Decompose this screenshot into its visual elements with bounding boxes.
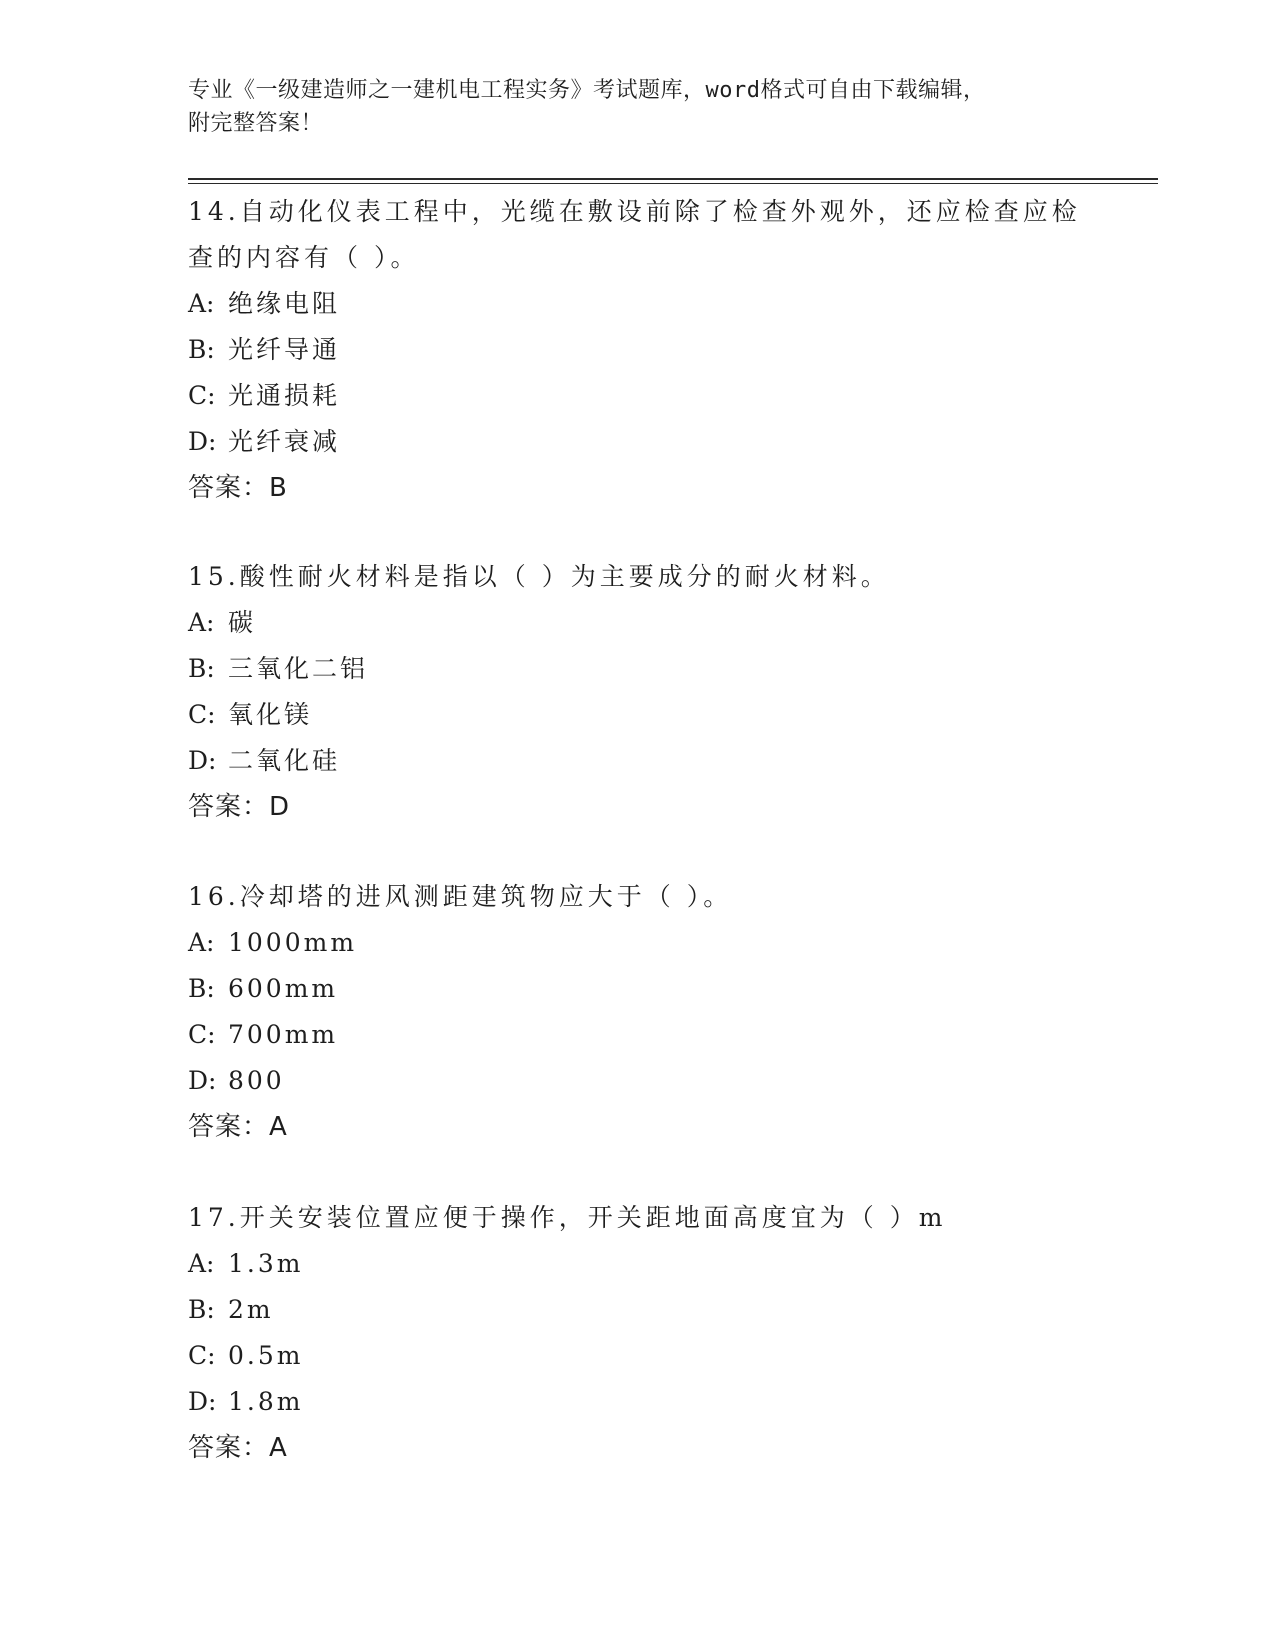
option-letter: A: <box>188 608 215 637</box>
question-text <box>188 189 1088 281</box>
question-body: 开关安装位置应便于操作，开关距地面高度宜为（ ）m <box>239 1203 947 1232</box>
option-text: 1.3m <box>228 1249 304 1278</box>
header-line-1: 专业《一级建造师之一建机电工程实务》考试题库，word格式可自由下载编辑， <box>188 78 986 103</box>
option-letter: A: <box>188 928 215 957</box>
option-text: 光通损耗 <box>228 381 341 410</box>
option-text: 二氧化硅 <box>228 746 341 775</box>
header-line-2: 附完整答案！ <box>188 111 324 136</box>
answer-line: 答案：A <box>188 1112 288 1142</box>
option-letter: A: <box>188 289 215 318</box>
question-number: 16. <box>188 882 240 911</box>
option-c <box>188 692 1088 738</box>
question-body: 冷却塔的进风测距建筑物应大于（ ）。 <box>239 882 733 911</box>
option-text: 1.8m <box>228 1387 304 1416</box>
answer-line: 答案：D <box>188 792 291 822</box>
option-text: 600mm <box>228 974 339 1003</box>
option-a <box>188 920 1088 966</box>
option-letter: C: <box>188 381 216 410</box>
option-b <box>188 966 1088 1012</box>
answer-line: 答案：A <box>188 1433 288 1463</box>
question-15 <box>188 554 1088 830</box>
option-text: 光纤导通 <box>228 335 341 364</box>
option-letter: B: <box>188 654 215 683</box>
option-text: 碳 <box>228 608 257 637</box>
option-a <box>188 1241 1088 1287</box>
question-16 <box>188 874 1088 1150</box>
header-divider-thin <box>188 183 1158 184</box>
option-letter: D: <box>188 746 217 775</box>
option-letter: D: <box>188 427 217 456</box>
question-14 <box>188 189 1088 511</box>
option-c <box>188 373 1088 419</box>
document-header <box>188 74 1088 140</box>
question-17 <box>188 1195 1088 1471</box>
option-letter: B: <box>188 974 215 1003</box>
option-text: 氧化镁 <box>228 700 313 729</box>
option-text: 绝缘电阻 <box>228 289 341 318</box>
option-text: 800 <box>228 1066 285 1095</box>
option-letter: C: <box>188 700 216 729</box>
option-a <box>188 600 1088 646</box>
option-d <box>188 419 1088 465</box>
option-letter: A: <box>188 1249 215 1278</box>
option-b <box>188 646 1088 692</box>
option-b <box>188 1287 1088 1333</box>
option-c <box>188 1012 1088 1058</box>
option-text: 三氧化二铝 <box>228 654 369 683</box>
option-d <box>188 1058 1088 1104</box>
option-b <box>188 327 1088 373</box>
question-text <box>188 874 1088 920</box>
option-a <box>188 281 1088 327</box>
question-number: 15. <box>188 562 240 591</box>
option-text: 光纤衰减 <box>228 427 341 456</box>
option-text: 2m <box>228 1295 274 1324</box>
option-letter: C: <box>188 1341 216 1370</box>
option-text: 700mm <box>228 1020 339 1049</box>
option-letter: B: <box>188 335 215 364</box>
option-letter: B: <box>188 1295 215 1324</box>
option-letter: D: <box>188 1387 217 1416</box>
question-body: 自动化仪表工程中，光缆在敷设前除了检查外观外，还应检查应检查的内容有（ ）。 <box>188 197 1081 272</box>
answer-line: 答案：B <box>188 473 288 503</box>
option-c <box>188 1333 1088 1379</box>
option-text: 0.5m <box>228 1341 304 1370</box>
option-text: 1000mm <box>228 928 358 957</box>
option-letter: D: <box>188 1066 217 1095</box>
question-body: 酸性耐火材料是指以（ ）为主要成分的耐火材料。 <box>239 562 890 591</box>
option-d <box>188 738 1088 784</box>
option-d <box>188 1379 1088 1425</box>
header-divider-thick <box>188 178 1158 180</box>
question-text <box>188 1195 1088 1241</box>
option-letter: C: <box>188 1020 216 1049</box>
question-text <box>188 554 1088 600</box>
question-number: 14. <box>188 197 240 226</box>
question-number: 17. <box>188 1203 240 1232</box>
